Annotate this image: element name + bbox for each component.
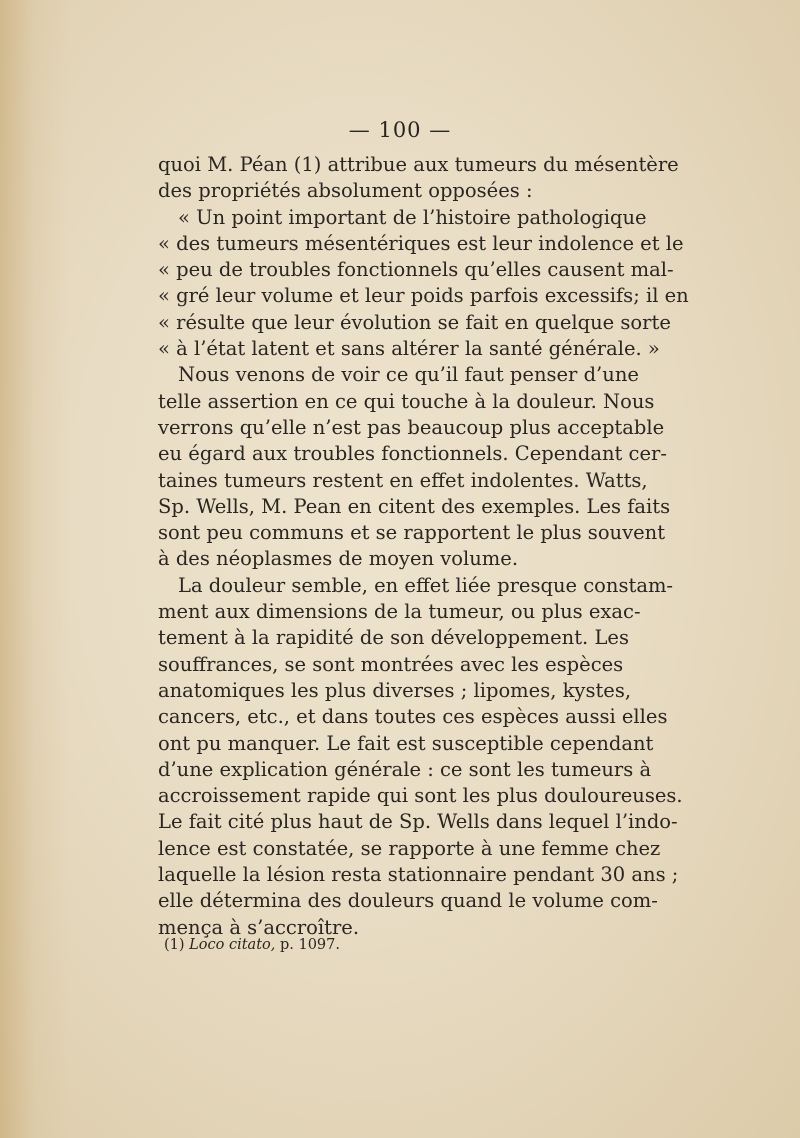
text-line: ment aux dimensions de la tumeur, ou plus exac- [158, 600, 641, 624]
body-text [158, 152, 689, 941]
text-line: quoi M. Péan (1) attribue aux tumeurs du mésentère [158, 153, 679, 176]
text-line: tement à la rapidité de son développement. Les [158, 626, 629, 650]
text-line: « peu de troubles fonctionnels qu’elles causent mal- [158, 258, 674, 282]
text-line: des propriétés absolument opposées : [158, 179, 533, 203]
footnote-citation: Loco citato, [189, 937, 276, 953]
footnote-marker: (1) [164, 937, 185, 953]
text-line: « gré leur volume et leur poids parfois excessifs; il en [158, 284, 689, 308]
text-line: taines tumeurs restent en effet indolentes. Watts, [158, 468, 648, 492]
text-line: Nous venons de voir ce qu’il faut penser d’une [178, 363, 639, 387]
text-line: eu égard aux troubles fonctionnels. Cependant cer- [158, 442, 667, 466]
text-line: La douleur semble, en effet liée presque constam- [178, 573, 674, 597]
text-line: lence est constatée, se rapporte à une femme chez [158, 836, 661, 860]
page-number: — 100 — [348, 118, 452, 142]
text-line: cancers, etc., et dans toutes ces espèces aussi elles [158, 705, 668, 729]
text-line: « des tumeurs mésentériques est leur indolence et le [158, 231, 684, 255]
text-line: elle détermina des douleurs quand le volume com- [158, 889, 658, 913]
text-line: Le fait cité plus haut de Sp. Wells dans lequel l’indo- [158, 810, 678, 834]
text-line: souffrances, se sont montrées avec les espèces [158, 652, 624, 676]
page-edge-stain [0, 0, 70, 1138]
text-line: anatomiques les plus diverses ; lipomes, kystes, [158, 678, 632, 702]
text-line: « à l’état latent et sans altérer la santé générale. » [158, 337, 660, 361]
text-line: mença à s’accroître. [158, 915, 360, 939]
text-line: « résulte que leur évolution se fait en quelque sorte [158, 310, 671, 334]
text-line: sont peu communs et se rapportent le plus souvent [158, 521, 666, 545]
text-line: ont pu manquer. Le fait est susceptible cependant [158, 731, 654, 755]
footnote-page-ref: p. 1097. [279, 937, 340, 953]
text-line: Sp. Wells, M. Pean en citent des exemples. Les faits [158, 494, 671, 518]
text-line: « Un point important de l’histoire pathologique [178, 205, 647, 229]
text-line: telle assertion en ce qui touche à la douleur. Nous [158, 389, 655, 413]
text-line: accroissement rapide qui sont les plus douloureuses. [158, 784, 683, 808]
text-line: laquelle la lésion resta stationnaire pendant 30 ans ; [158, 863, 679, 887]
text-line: à des néoplasmes de moyen volume. [158, 547, 519, 571]
footnote [164, 937, 340, 953]
text-line: verrons qu’elle n’est pas beaucoup plus acceptable [158, 415, 665, 439]
text-line: d’une explication générale : ce sont les tumeurs à [158, 757, 652, 781]
